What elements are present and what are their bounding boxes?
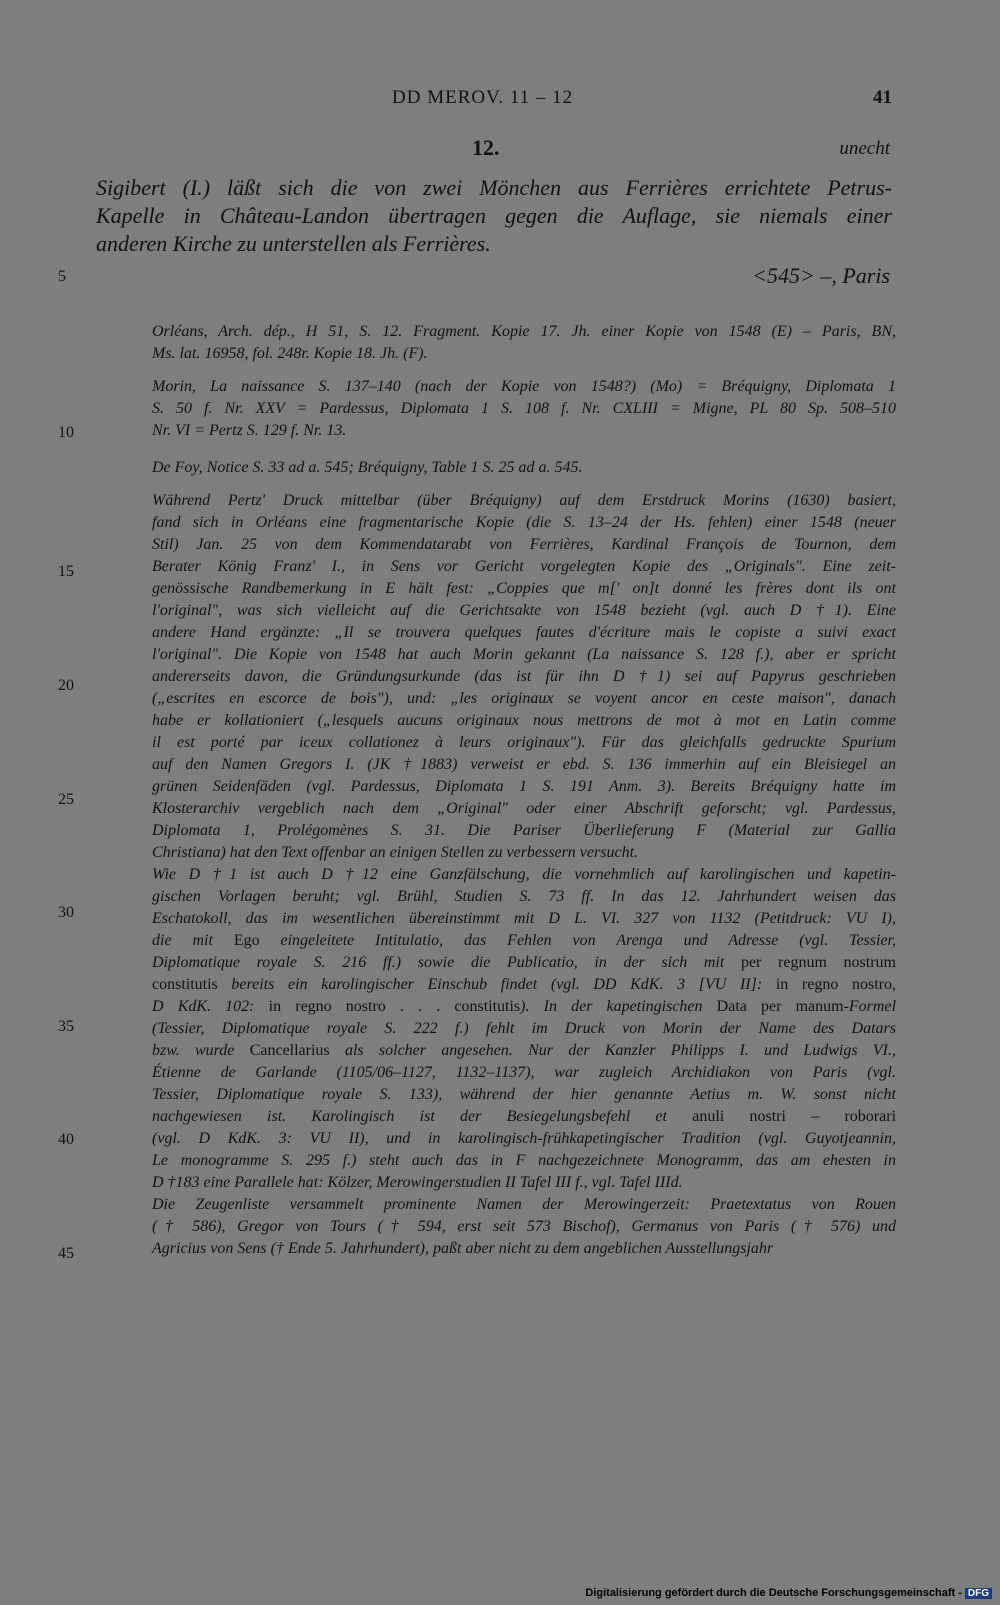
tradition-line: Ms. lat. 16958, fol. 248r. Kopie 18. Jh. (F). <box>152 345 428 362</box>
regest-line: anderen Kirche zu unterstellen als Ferrières. <box>96 231 491 256</box>
commentary-line: die mit Ego eingeleitete Intitulatio, das Fehlen von Arenga und Adresse (vgl. Tessier, <box>152 932 896 949</box>
editions <box>152 376 896 442</box>
commentary-line: nachgewiesen ist. Karolingisch ist der Besiegelungsbefehl et anuli nostri – roborari <box>152 1108 897 1125</box>
credit-text: Digitalisierung gefördert durch die Deutsche Forschungsgemeinschaft - <box>585 1587 962 1599</box>
quoted-formula: anuli nostri – roborari <box>692 1108 897 1125</box>
digitization-credit <box>585 1587 992 1599</box>
line-number: 40 <box>58 1131 74 1148</box>
line-number: 35 <box>58 1018 74 1035</box>
editions-line: S. 50 f. Nr. XXV = Pardessus, Diplomata 1 S. 108 f. Nr. CXLIII = Migne, PL 80 Sp. 508–510 <box>152 400 896 417</box>
commentary-line: andererseits davon, die Gründungsurkunde (das ist für ihn D †1) sei auf Papyrus geschrieben <box>152 668 896 685</box>
commentary-line: (Tessier, Diplomatique royale S. 222 f.) fehlt im Druck von Morin der Name des Datars <box>152 1020 896 1037</box>
commentary-line: Le monogramme S. 295 f.) steht auch das in F nachgezeichnete Monogramm, das am ehesten in <box>152 1152 896 1169</box>
quoted-formula: Data per manum <box>716 998 844 1015</box>
editions-line: Nr. VI = Pertz S. 129 f. Nr. 13. <box>152 422 347 439</box>
commentary-line: Agricius von Sens († Ende 5. Jahrhundert), paßt aber nicht zu dem angeblichen Ausstellungsjahr <box>152 1240 774 1257</box>
commentary-line: Eschatokoll, das im wesentlichen übereinstimmt mit D L. VI. 327 von 1132 (Petitdruck: VU I), <box>152 910 896 927</box>
commentary-line: habe er kollationiert („lesquels aucuns originaux nous mettrons de mot à mot en Latin comme <box>152 712 896 729</box>
commentary <box>152 490 896 1260</box>
authenticity-status: unecht <box>839 138 890 159</box>
commentary-line: Wie D †1 ist auch D †12 eine Ganzfälschung, die vornehmlich auf karolingischen und kapetin- <box>152 866 896 883</box>
commentary-line: l'original". Die Kopie von 1548 hat auch Morin gekannt (La naissance S. 128 f.), aber er spricht <box>152 646 896 663</box>
commentary-line: Christiana) hat den Text offenbar an einigen Stellen zu verbessern versucht. <box>152 844 639 861</box>
regesta-line: De Foy, Notice S. 33 ad a. 545; Bréquigny, Table 1 S. 25 ad a. 545. <box>152 459 583 476</box>
commentary-line: Während Pertz' Druck mittelbar (über Bréquigny) auf dem Erstdruck Morins (1630) basiert, <box>152 492 896 509</box>
commentary-line: constitutis bereits ein karolingischer Einschub findet (vgl. DD KdK. 3 [VU II]: in regno nostro, <box>152 976 896 993</box>
dfg-logo: DFG <box>965 1588 992 1599</box>
quoted-formula: constitutis <box>152 976 218 993</box>
regesta <box>152 457 896 479</box>
commentary-line: fand sich in Orléans eine fragmentarische Kopie (die S. 13–24 der Hs. fehlen) einer 1548 (neuer <box>152 514 896 531</box>
commentary-line: Diplomata 1, Prolégomènes S. 31. Die Pariser Überlieferung F (Material zur Gallia <box>152 822 896 839</box>
line-number: 20 <box>58 677 74 694</box>
commentary-line: grünen Seidenfäden (vgl. Pardessus, Diplomata 1 S. 191 Anm. 3). Bereits Bréquigny hatte im <box>152 778 896 795</box>
commentary-line: (vgl. D KdK. 3: VU II), und in karolingisch-frühkapetingischer Tradition (vgl. Guyotjeannin, <box>152 1130 896 1147</box>
commentary-line: Diplomatique royale S. 216 ff.) sowie die Publicatio, in der sich mit per regnum nostrum <box>152 954 897 971</box>
commentary-line: Étienne de Garlande (1105/06–1127, 1132–1137), war zugleich Archidiakon von Paris (vgl. <box>152 1064 896 1081</box>
commentary-line: l'original", was sich vielleicht auf die Gerichtsakte von 1548 bezieht (vgl. auch D †1). Eine <box>152 602 896 619</box>
commentary-line: andere Hand ergänzte: „Il se trouvera quelques fautes d'écriture mais le copiste a suivi exact <box>152 624 896 641</box>
tradition-line: Orléans, Arch. dép., H 51, S. 12. Fragment. Kopie 17. Jh. einer Kopie von 1548 (E) – Paris, BN, <box>152 323 896 340</box>
commentary-line: gischen Vorlagen beruht; vgl. Brühl, Studien S. 73 ff. In das 12. Jahrhundert weisen das <box>152 888 896 905</box>
tradition <box>152 321 896 365</box>
commentary-line: († 586), Gregor von Tours († 594, erst seit 573 Bischof), Germanus von Paris († 576) und <box>152 1218 896 1235</box>
commentary-line: genössische Randbemerkung in E hält fest: „Coppies que m[' on]t donné les frères dont ils ont <box>152 580 896 597</box>
line-number: 15 <box>58 563 74 580</box>
quoted-formula: Cancellarius <box>249 1042 330 1059</box>
commentary-line: Berater König Franz' I., in Sens vor Gericht vorgelegten Kopie des „Originals". Eine zeit- <box>152 558 896 575</box>
quoted-formula: in regno nostro . . . constitutis <box>268 998 521 1015</box>
running-header: DD MEROV. 11 – 12 <box>392 87 574 108</box>
commentary-line: bzw. wurde Cancellarius als solcher angesehen. Nur der Kanzler Philipps I. und Ludwigs VI., <box>152 1042 896 1059</box>
line-number: 30 <box>58 904 74 921</box>
line-number: 45 <box>58 1245 74 1262</box>
quoted-formula: Ego <box>233 932 260 949</box>
line-number: 25 <box>58 791 74 808</box>
quoted-formula: per regnum nostrum <box>740 954 897 971</box>
quoted-formula: in regno nostro, <box>775 976 896 993</box>
commentary-line: („escrites en escorce de bois"), und: „les originaux se voyent ancor en ceste maison", danach <box>152 690 896 707</box>
commentary-line: il est porté par iceux collationez à leurs originaux"). Für das gleichfalls gedruckte Spurium <box>152 734 896 751</box>
commentary-line: Die Zeugenliste versammelt prominente Namen der Merowingerzeit: Praetextatus von Rouen <box>152 1196 896 1213</box>
regest-line: Kapelle in Château-Landon übertragen gegen die Auflage, sie niemals einer <box>96 203 892 228</box>
line-number: 5 <box>58 268 66 285</box>
page-number: 41 <box>873 87 892 108</box>
line-number: 10 <box>58 424 74 441</box>
editions-line: Morin, La naissance S. 137–140 (nach der Kopie von 1548?) (Mo) = Bréquigny, Diplomata 1 <box>152 378 896 395</box>
document-number: 12. <box>472 135 500 160</box>
commentary-line: D †183 eine Parallele hat: Kölzer, Merowingerstudien II Tafel III f., vgl. Tafel IIId. <box>152 1174 683 1191</box>
commentary-line: Stil) Jan. 25 von dem Kommendatarabt von Ferrières, Kardinal François de Tournon, dem <box>152 536 896 553</box>
commentary-line: Klosterarchiv vergeblich nach dem „Original" oder einer Abschrift geforscht; vgl. Pardessus, <box>152 800 896 817</box>
commentary-line: auf den Namen Gregors I. (JK †1883) verweist er ebd. S. 136 immerhin auf ein Bleisiegel an <box>152 756 896 773</box>
regest-line: Sigibert (I.) läßt sich die von zwei Mönchen aus Ferrières errichtete Petrus- <box>96 175 892 200</box>
commentary-line: D KdK. 102: in regno nostro . . . constitutis). In der kapetingischen Data per manum-Formel <box>152 998 897 1015</box>
regest <box>96 174 892 258</box>
date-place: <545> –, Paris <box>752 263 890 288</box>
commentary-line: Tessier, Diplomatique royale S. 133), während der hier genannte Aetius m. W. sonst nicht <box>152 1086 896 1103</box>
